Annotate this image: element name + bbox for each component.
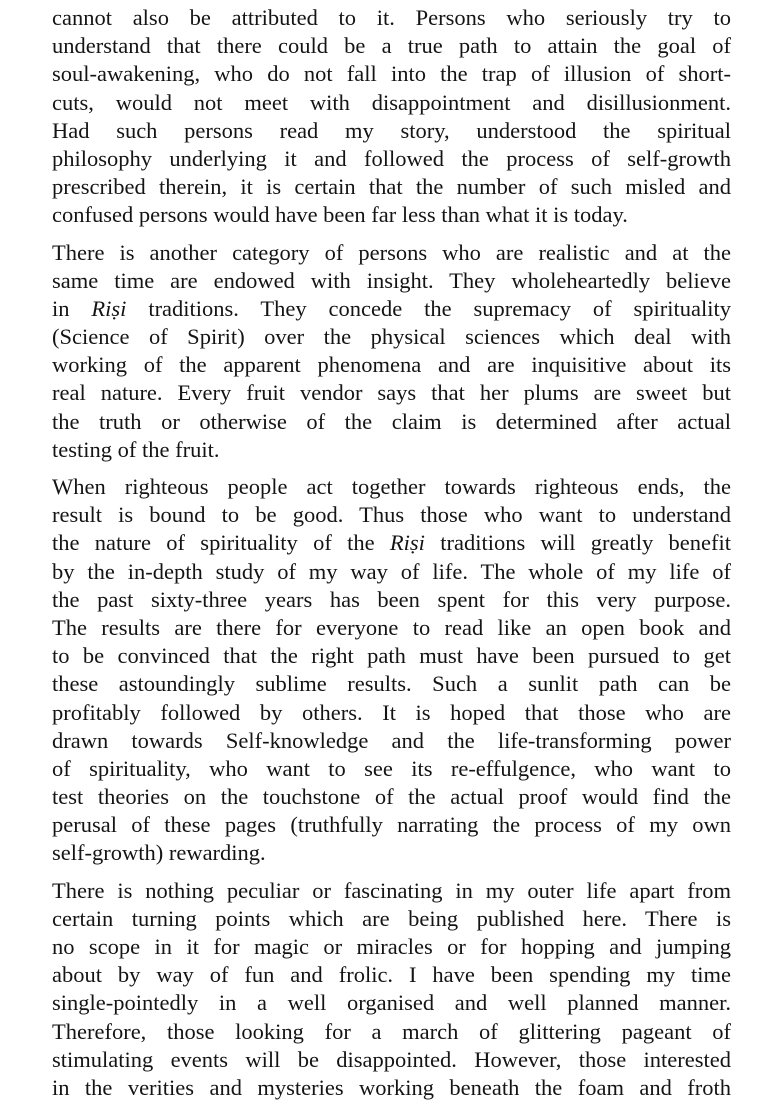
- text-line: the nature of spirituality of the Riṣi traditions will greatly benefit: [52, 530, 732, 556]
- text-line: no scope in it for magic or miracles or for hopping and jumping: [52, 934, 731, 959]
- text-line: by the in-depth study of my way of life. The whole of my life of: [52, 558, 731, 584]
- text-line: single-pointedly in a well organised and well planned manner.: [52, 990, 731, 1016]
- text-line: the past sixty-three years has been spent for this very purpose.: [52, 586, 731, 612]
- text-line: stimulating events will be disappointed. However, those interested: [52, 1046, 731, 1072]
- book-page: [52, 4, 731, 1111]
- text-line: to be convinced that the right path must have been pursued to get: [52, 643, 731, 669]
- paragraph: [52, 877, 731, 1103]
- text-line: drawn towards Self-knowledge and the life-transforming power: [52, 727, 731, 753]
- text-line: cannot also be attributed to it. Persons who seriously try to: [52, 5, 731, 30]
- italic-term: Riṣi: [389, 530, 425, 556]
- text-line: real nature. Every fruit vendor says that her plums are sweet but: [52, 380, 731, 406]
- text-line: of spirituality, who want to see its re-effulgence, who want to: [52, 755, 731, 781]
- text-line: working of the apparent phenomena and are inquisitive about its: [52, 352, 731, 378]
- text-line: the truth or otherwise of the claim is determined after actual: [52, 408, 731, 434]
- text-line: certain turning points which are being published here. There is: [52, 905, 731, 931]
- text-line: these astoundingly sublime results. Such a sunlit path can be: [52, 671, 731, 697]
- text-line: prescribed therein, it is certain that the number of such misled and: [52, 174, 731, 200]
- text-line: self-growth) rewarding.: [52, 840, 266, 866]
- paragraph: [52, 473, 731, 868]
- text-line: confused persons would have been far less than what it is today.: [52, 202, 628, 228]
- text-line: test theories on the touchstone of the actual proof would find the: [52, 784, 731, 810]
- text-line: cuts, would not meet with disappointment and disillusionment.: [52, 89, 731, 115]
- italic-term: Riṣi: [91, 295, 127, 321]
- text-line: There is nothing peculiar or fascinating in my outer life apart from: [52, 877, 731, 903]
- text-line: understand that there could be a true path to attain the goal of: [52, 33, 731, 59]
- text-line: soul-awakening, who do not fall into the trap of illusion of short-: [52, 61, 731, 87]
- text-line: in Riṣi traditions. They concede the supremacy of spirituality: [52, 295, 731, 321]
- text-line: The results are there for everyone to read like an open book and: [52, 614, 731, 640]
- text-line: about by way of fun and frolic. I have been spending my time: [52, 962, 731, 988]
- paragraph: [52, 4, 731, 230]
- text-line: same time are endowed with insight. They wholeheartedly believe: [52, 267, 731, 293]
- text-line: philosophy underlying it and followed the process of self-growth: [52, 145, 731, 171]
- text-line: result is bound to be good. Thus those who want to understand: [52, 502, 731, 528]
- text-line: There is another category of persons who are realistic and at the: [52, 239, 731, 265]
- text-line: perusal of these pages (truthfully narrating the process of my own: [52, 812, 731, 838]
- text-line: When righteous people act together towards righteous ends, the: [52, 474, 731, 499]
- text-line: testing of the fruit.: [52, 436, 220, 462]
- paragraph: [52, 239, 731, 465]
- text-line: Had such persons read my story, understood the spiritual: [52, 117, 731, 143]
- text-line: Therefore, those looking for a march of glittering pageant of: [52, 1018, 731, 1044]
- text-line: profitably followed by others. It is hoped that those who are: [52, 699, 731, 725]
- text-line: (Science of Spirit) over the physical sciences which deal with: [52, 324, 731, 350]
- text-line: in the verities and mysteries working beneath the foam and froth: [52, 1074, 731, 1100]
